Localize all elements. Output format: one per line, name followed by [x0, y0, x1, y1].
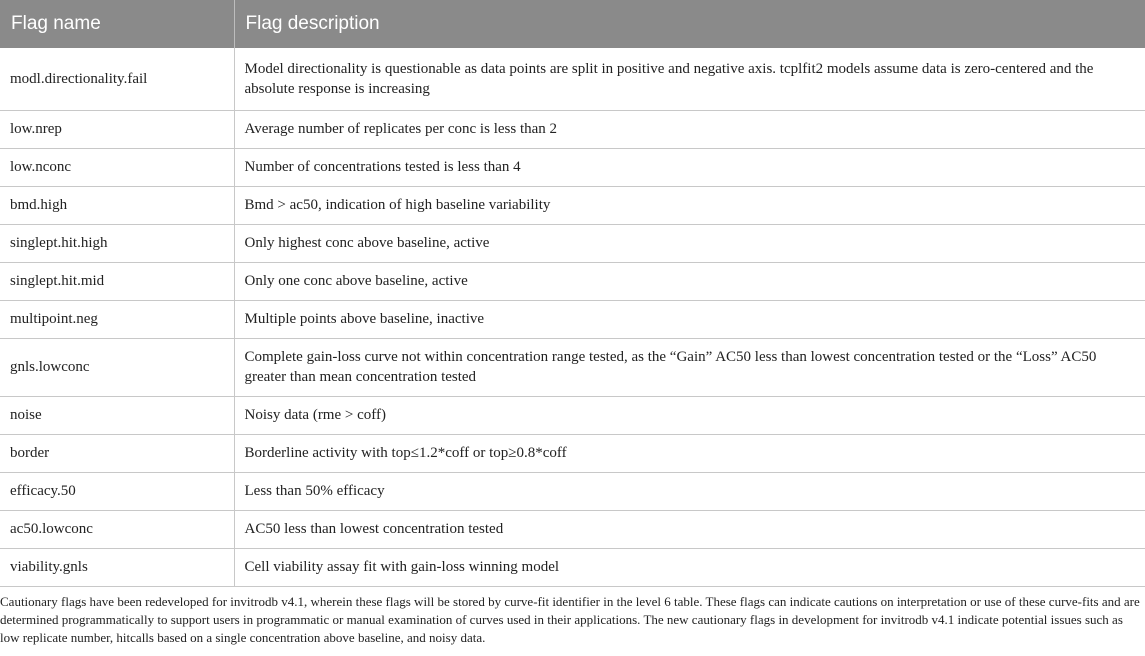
table-footnote: Cautionary flags have been redeveloped for invitrodb v4.1, wherein these flags will be stored by curve-fit identifier in the level 6 table. These flags can indicate cautions on interpretation or use of these curve-fits and are determined programmatically to support users in programmatic or manual examination of curves used in their applications. The new cautionary flags in development for invitrodb v4.1 indicate potential issues such as low replicate number, hitcalls based on a single concentration above baseline, and noisy data. [0, 593, 1140, 645]
header-flag-description: Flag description [234, 0, 1145, 48]
flag-description-cell: Cell viability assay fit with gain-loss winning model [234, 548, 1145, 586]
flag-name-cell: low.nconc [0, 148, 234, 186]
flag-name-cell: multipoint.neg [0, 300, 234, 338]
flag-description-cell: Average number of replicates per conc is less than 2 [234, 110, 1145, 148]
table-row [0, 434, 1145, 472]
flag-name-cell: border [0, 434, 234, 472]
table-row [0, 262, 1145, 300]
table-row [0, 548, 1145, 586]
flag-name-cell: modl.directionality.fail [0, 48, 234, 110]
flag-name-cell: singlept.hit.high [0, 224, 234, 262]
flag-description-cell: Multiple points above baseline, inactive [234, 300, 1145, 338]
flag-name-cell: bmd.high [0, 186, 234, 224]
flag-name-cell: ac50.lowconc [0, 510, 234, 548]
table-row [0, 224, 1145, 262]
flag-description-cell: Only highest conc above baseline, active [234, 224, 1145, 262]
flag-description-cell: Model directionality is questionable as data points are split in positive and negative axis. tcplfit2 models assume data is zero-centered and the absolute response is increasing [234, 48, 1145, 110]
table-header [0, 0, 1145, 48]
flag-name-cell: gnls.lowconc [0, 338, 234, 396]
table-row [0, 148, 1145, 186]
table-row [0, 186, 1145, 224]
header-flag-name: Flag name [0, 0, 234, 48]
flag-name-cell: singlept.hit.mid [0, 262, 234, 300]
flag-name-cell: low.nrep [0, 110, 234, 148]
flag-description-cell: AC50 less than lowest concentration tested [234, 510, 1145, 548]
flag-name-cell: viability.gnls [0, 548, 234, 586]
flag-name-cell: efficacy.50 [0, 472, 234, 510]
table-row [0, 338, 1145, 396]
flag-description-cell: Only one conc above baseline, active [234, 262, 1145, 300]
flag-description-cell: Less than 50% efficacy [234, 472, 1145, 510]
flag-description-cell: Noisy data (rme > coff) [234, 396, 1145, 434]
flag-description-cell: Borderline activity with top≤1.2*coff or top≥0.8*coff [234, 434, 1145, 472]
table-row [0, 110, 1145, 148]
table-row [0, 510, 1145, 548]
flag-name-cell: noise [0, 396, 234, 434]
flag-description-cell: Number of concentrations tested is less than 4 [234, 148, 1145, 186]
flag-description-cell: Complete gain-loss curve not within concentration range tested, as the “Gain” AC50 less than lowest concentration tested or the “Loss” AC50 greater than mean concentration tested [234, 338, 1145, 396]
table-row [0, 472, 1145, 510]
table-row [0, 300, 1145, 338]
table-row [0, 48, 1145, 110]
flag-description-cell: Bmd > ac50, indication of high baseline variability [234, 186, 1145, 224]
table-row [0, 396, 1145, 434]
